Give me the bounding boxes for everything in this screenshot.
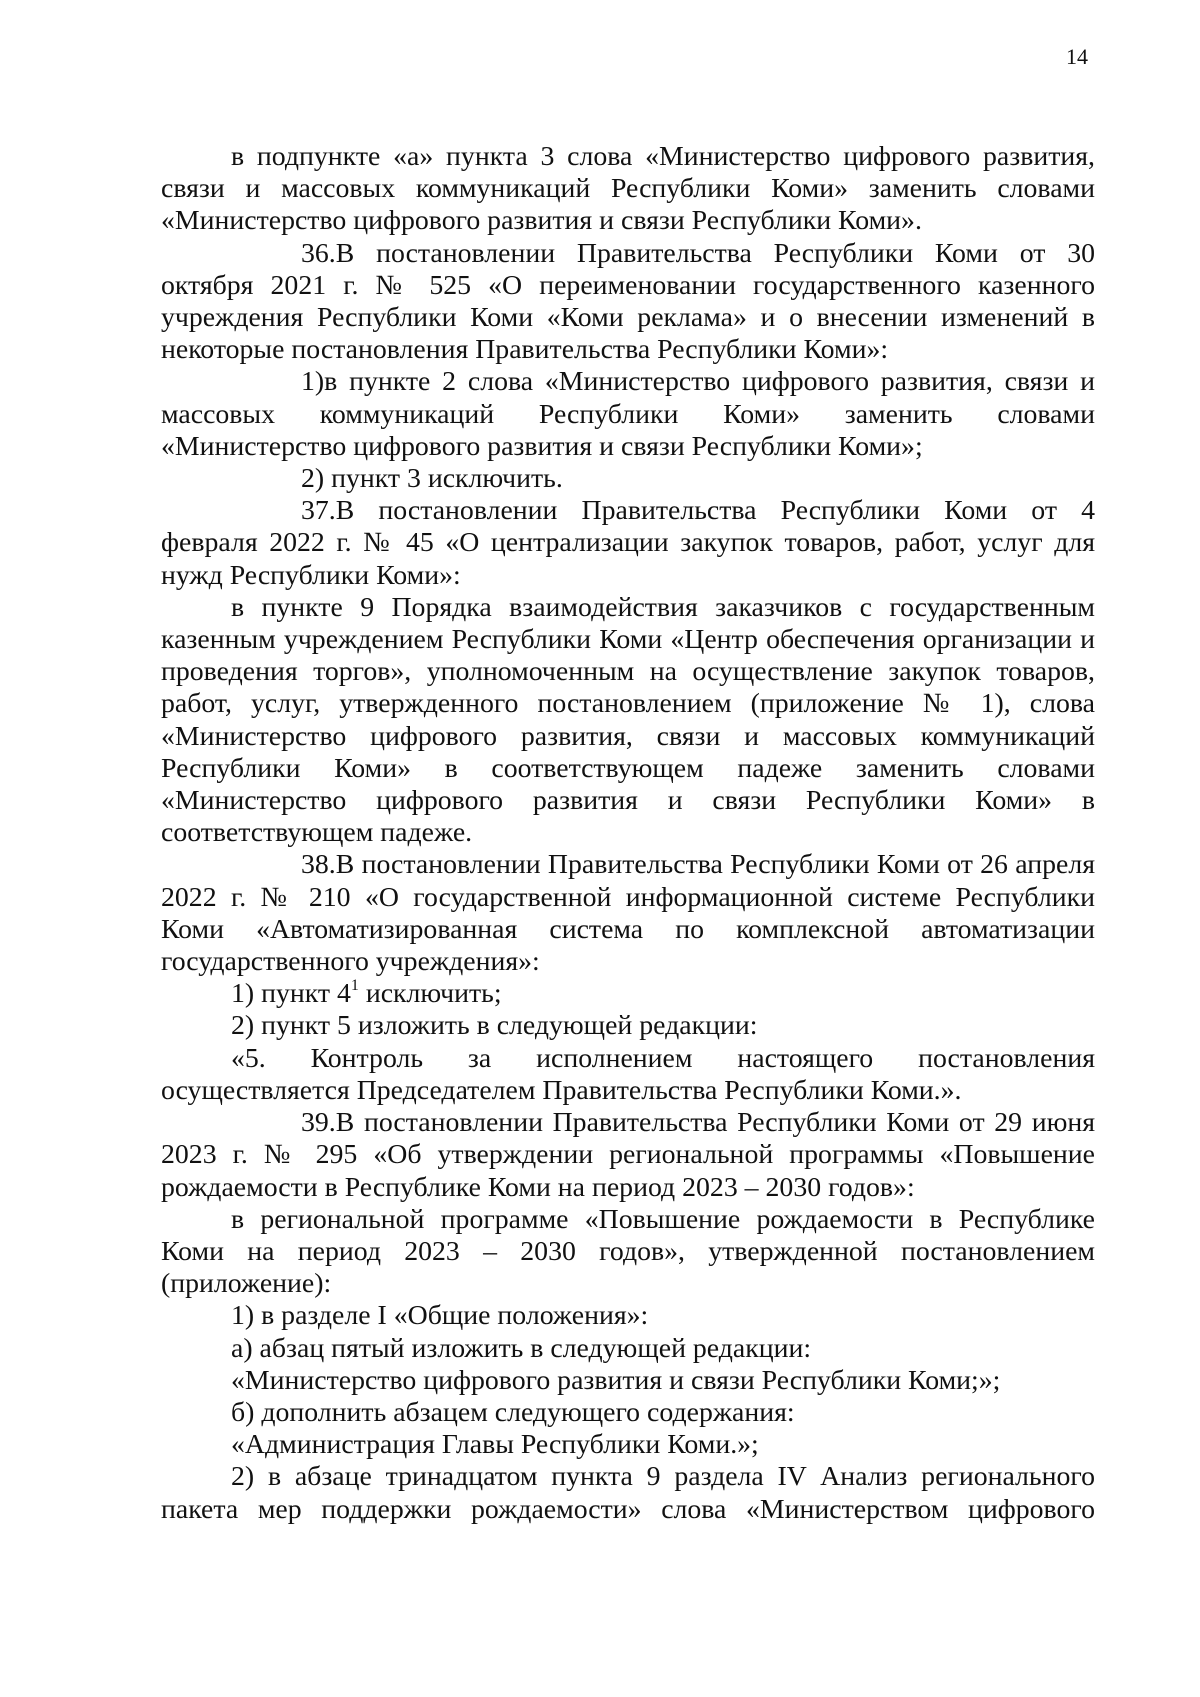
paragraph-text: В постановлении Правительства Республики Коми от 26 апреля 2022 г. № 210 «О государственной информационной системе Республики Коми «Автоматизированная система по комплексной автоматизации государственного учреждения»: [161, 849, 1095, 978]
paragraph-text: пункт 3 исключить. [331, 463, 563, 495]
document-body [161, 141, 1095, 1526]
paragraph-38 [161, 849, 1095, 978]
paragraph-36-2 [161, 463, 1095, 495]
item-number: 38. [301, 849, 336, 881]
item-number: 37. [301, 495, 336, 527]
paragraph-39-2: 2) в абзаце тринадцатом пункта 9 раздела IV Анализ регионального пакета мер поддержки рождаемости» слова «Министерством цифрового [161, 1461, 1095, 1525]
paragraph-39-1b-text: «Администрация Главы Республики Коми.»; [231, 1429, 759, 1461]
paragraph-39-1a: а) абзац пятый изложить в следующей редакции: [231, 1332, 812, 1364]
paragraph-39-1a-text: «Министерство цифрового развития и связи Республики Коми;»; [231, 1364, 1001, 1396]
paragraph-text: в пункте 2 слова «Министерство цифрового развития, связи и массовых коммуникаций Республики Коми» заменить словами «Министерство цифрового развития и связи Республики Коми»; [161, 366, 1095, 462]
paragraph-37 [161, 495, 1095, 592]
paragraph-text: В постановлении Правительства Республики Коми от 29 июня 2023 г. № 295 «Об утверждении региональной программы «Повышение рождаемости в Республике Коми на период 2023 – 2030 годов»: [161, 1107, 1095, 1203]
paragraph-amend-3a: в подпункте «а» пункта 3 слова «Министерство цифрового развития, связи и массовых коммуникаций Республики Коми» заменить словами «Министерство цифрового развития и связи Республики Коми». [161, 141, 1095, 237]
paragraph-text: В постановлении Правительства Республики Коми от 4 февраля 2022 г. № 45 «О централизации закупок товаров, работ, услуг для нужд Республики Коми»: [161, 495, 1095, 591]
paragraph-39-1: 1) в разделе I «Общие положения»: [231, 1300, 649, 1332]
paragraph-38-2: 2) пункт 5 изложить в следующей редакции: [231, 1010, 758, 1042]
item-number: 39. [301, 1107, 336, 1139]
paragraph-39-1b: б) дополнить абзацем следующего содержания: [231, 1396, 795, 1428]
paragraph-text: исключить; [358, 978, 502, 1010]
paragraph-39-body: в региональной программе «Повышение рождаемости в Республике Коми на период 2023 – 2030 годов», утвержденной постановлением (приложение): [161, 1203, 1095, 1300]
paragraph-36-1 [161, 366, 1095, 463]
item-number: 1) [301, 366, 325, 398]
paragraph-text: 1) пункт 4 [231, 978, 351, 1010]
superscript: 1 [350, 977, 359, 995]
item-number: 2) [301, 463, 325, 495]
item-number: 36. [301, 237, 336, 269]
paragraph-37-body: в пункте 9 Порядка взаимодействия заказчиков с государственным казенным учреждением Республики Коми «Центр обеспечения организации и проведения торгов», уполномоченным на осуществление закупок товаров, работ, услуг, утвержденного постановлением (приложение № 1), слова «Министерство цифрового развития, связи и массовых коммуникаций Республики Коми» в соответствующем падеже заменить словами «Министерство цифрового развития и связи Республики Коми» в соответствующем падеже. [161, 591, 1095, 849]
paragraph-text: В постановлении Правительства Республики Коми от 30 октября 2021 г. № 525 «О переименовании государственного казенного учреждения Республики Коми «Коми реклама» и о внесении изменений в некоторые постановления Правительства Республики Коми»: [161, 237, 1095, 366]
paragraph-38-1 [161, 978, 1095, 1010]
paragraph-36 [161, 238, 1095, 367]
paragraph-38-2-text: «5. Контроль за исполнением настоящего постановления осуществляется Председателем Правительства Республики Коми.». [161, 1042, 1095, 1106]
paragraph-39 [161, 1107, 1095, 1204]
page-number: 14 [1066, 44, 1088, 69]
